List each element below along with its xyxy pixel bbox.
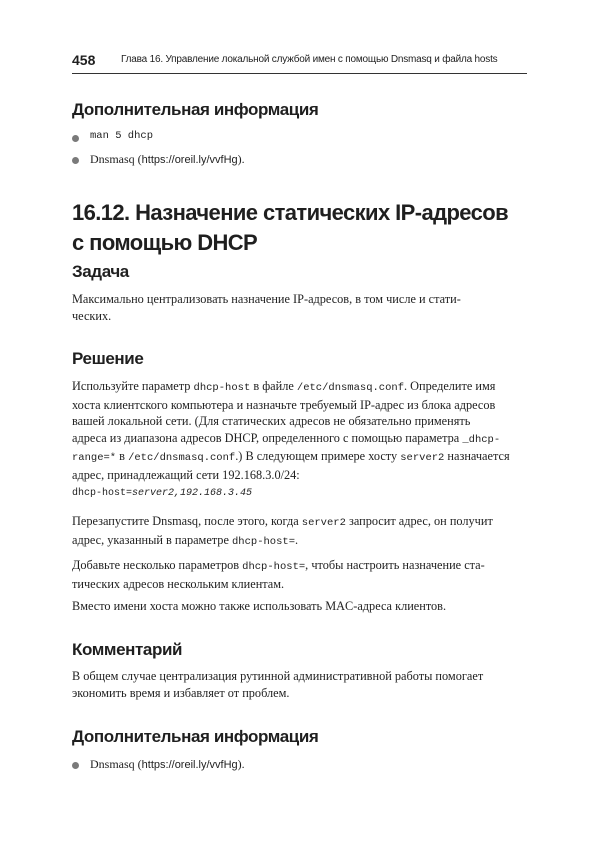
bullet-icon [72,135,79,142]
comment-heading: Комментарий [72,640,183,659]
solution-paragraph-4: Вместо имени хоста можно также использовать MAC-адреса клиентов. [72,599,447,613]
comment-text: В общем случае централизация рутинной административной работы помогает экономить время и избавляет от проблем. [72,669,484,700]
solution-heading: Решение [72,349,144,368]
task-heading: Задача [72,262,129,281]
additional-info-heading-2: Дополнительная информация [72,727,319,746]
header-rule [72,73,527,74]
running-title: Глава 16. Управление локальной службой имен с помощью Dnsmasq и файла hosts [121,54,498,65]
dnsmasq-ref-2: Dnsmasq (https://oreil.ly/vvfHg). [90,757,245,771]
dnsmasq-link[interactable]: https://oreil.ly/vvfHg [141,154,238,166]
bullet-icon [72,762,79,769]
man-page-ref: man 5 dhcp [90,130,154,142]
page-number: 458 [72,52,96,68]
solution-paragraph-2: Перезапустите Dnsmasq, после этого, когда server2 запросит адрес, он получит адрес, указанный в параметре dhcp-host=. [72,514,493,548]
task-text: Максимально централизовать назначение IP-адресов, в том числе и стати- ческих. [72,292,461,323]
dnsmasq-link-2[interactable]: https://oreil.ly/vvfHg [141,759,238,771]
page-header [72,52,527,74]
solution-paragraph-1: Используйте параметр dhcp-host в файле /etc/dnsmasq.conf. Определите имя хоста клиентского компьютера и назначьте требуемый IP-адрес из блока адресов вашей локальной сети. (Для статических адресов не обязательно применять адреса из диапазона адресов DHCP, определенного с помощью параметра _dhcp- range=* в /etc/dnsmasq.conf.) В следующем примере хосту server2 назначается адрес, принадлежащий сети 192.168.3.0/24: [72,379,510,482]
additional-info-heading: Дополнительная информация [72,100,319,119]
solution-paragraph-3: Добавьте несколько параметров dhcp-host=, чтобы настроить назначение ста- тических адресов нескольким клиентам. [72,558,485,591]
section-title: 16.12. Назначение статических IP-адресов с помощью DHCP [72,200,509,255]
dnsmasq-ref: Dnsmasq (https://oreil.ly/vvfHg). [90,152,245,166]
code-example: dhcp-host=server2,192.168.3.45 [72,488,253,499]
bullet-icon [72,157,79,164]
